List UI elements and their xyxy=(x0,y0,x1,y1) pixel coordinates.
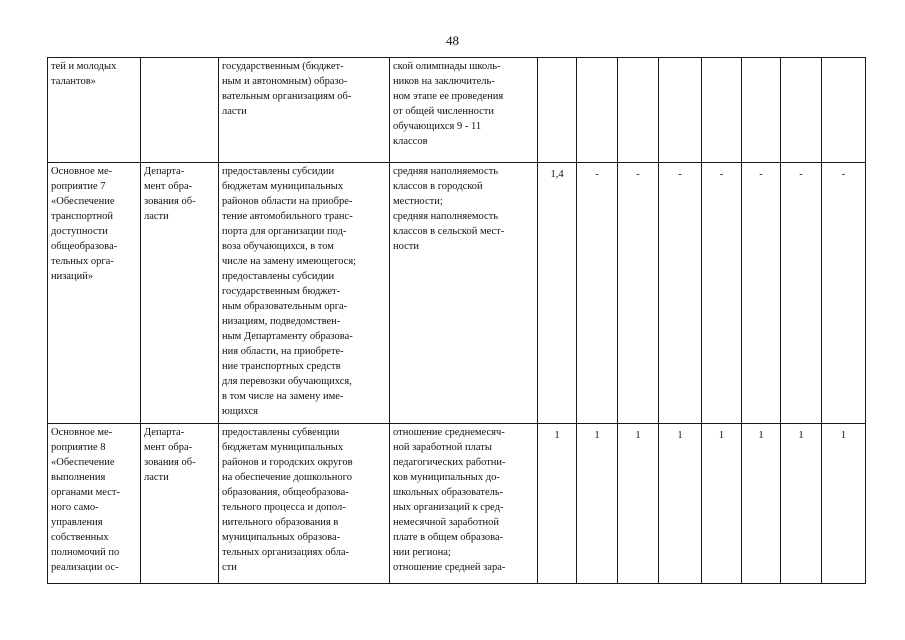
event-cell: тей и молодых талантов» xyxy=(48,58,141,163)
value-cell xyxy=(742,58,781,163)
value-cell: - xyxy=(822,163,866,424)
value-cell xyxy=(577,58,618,163)
value-cell: 1,4 xyxy=(538,163,577,424)
indicator-cell: отношение среднемесяч- ной заработной платы педагогических работни- ков муниципальных до- школьных образователь- ных организаций к сред- немесячной заработной плате в общем образова- нии региона; отношение средней зара- xyxy=(390,424,538,584)
event-cell: Основное ме- роприятие 7 «Обеспечение транспортной доступности общеобразова- тельных орга- низаций» xyxy=(48,163,141,424)
value-cell: - xyxy=(781,163,822,424)
value-cell xyxy=(781,58,822,163)
value-cell: 1 xyxy=(659,424,702,584)
value-cell: 1 xyxy=(538,424,577,584)
table-row xyxy=(48,424,866,584)
value-cell: 1 xyxy=(577,424,618,584)
value-cell: 1 xyxy=(822,424,866,584)
table-row xyxy=(48,58,866,163)
program-table xyxy=(47,57,866,584)
indicator-cell: ской олимпиады школь- ников на заключитель- ном этапе ее проведения от общей численности обучающихся 9 - 11 классов xyxy=(390,58,538,163)
value-cell xyxy=(659,58,702,163)
value-cell: 1 xyxy=(781,424,822,584)
value-cell xyxy=(702,58,742,163)
value-cell: - xyxy=(659,163,702,424)
indicator-cell: средняя наполняемость классов в городской местности; средняя наполняемость классов в сельской мест- ности xyxy=(390,163,538,424)
activity-cell: государственным (бюджет- ным и автономным) образо- вательным организациям об- ласти xyxy=(219,58,390,163)
activity-cell: предоставлены субсидии бюджетам муниципальных районов области на приобре- тение автомобильного транс- порта для организации под- воза обучающихся, в том числе на замену имеющегося; предоставлены субсидии государственным бюджет- ным образовательным орга- низациям, подведомствен- ным Департаменту образова- ния области, на приобрете- ние транспортных средств для перевозки обучающихся, в том числе на замену име- ющихся xyxy=(219,163,390,424)
responsible-cell: Департа- мент обра- зования об- ласти xyxy=(141,424,219,584)
page-number: 48 xyxy=(446,33,459,48)
value-cell: 1 xyxy=(742,424,781,584)
value-cell: 1 xyxy=(702,424,742,584)
responsible-cell xyxy=(141,58,219,163)
event-cell: Основное ме- роприятие 8 «Обеспечение выполнения органами мест- ного само- управления собственных полномочий по реализации ос- xyxy=(48,424,141,584)
value-cell xyxy=(822,58,866,163)
value-cell xyxy=(538,58,577,163)
activity-cell: предоставлены субвенции бюджетам муниципальных районов и городских округов на обеспечение дошкольного образования, общеобразова- тельного процесса и допол- нительного образования в муниципальных образова- тельных организациях обла- сти xyxy=(219,424,390,584)
value-cell: 1 xyxy=(618,424,659,584)
value-cell: - xyxy=(618,163,659,424)
value-cell: - xyxy=(742,163,781,424)
responsible-cell: Департа- мент обра- зования об- ласти xyxy=(141,163,219,424)
value-cell: - xyxy=(702,163,742,424)
table-row xyxy=(48,163,866,424)
value-cell: - xyxy=(577,163,618,424)
value-cell xyxy=(618,58,659,163)
